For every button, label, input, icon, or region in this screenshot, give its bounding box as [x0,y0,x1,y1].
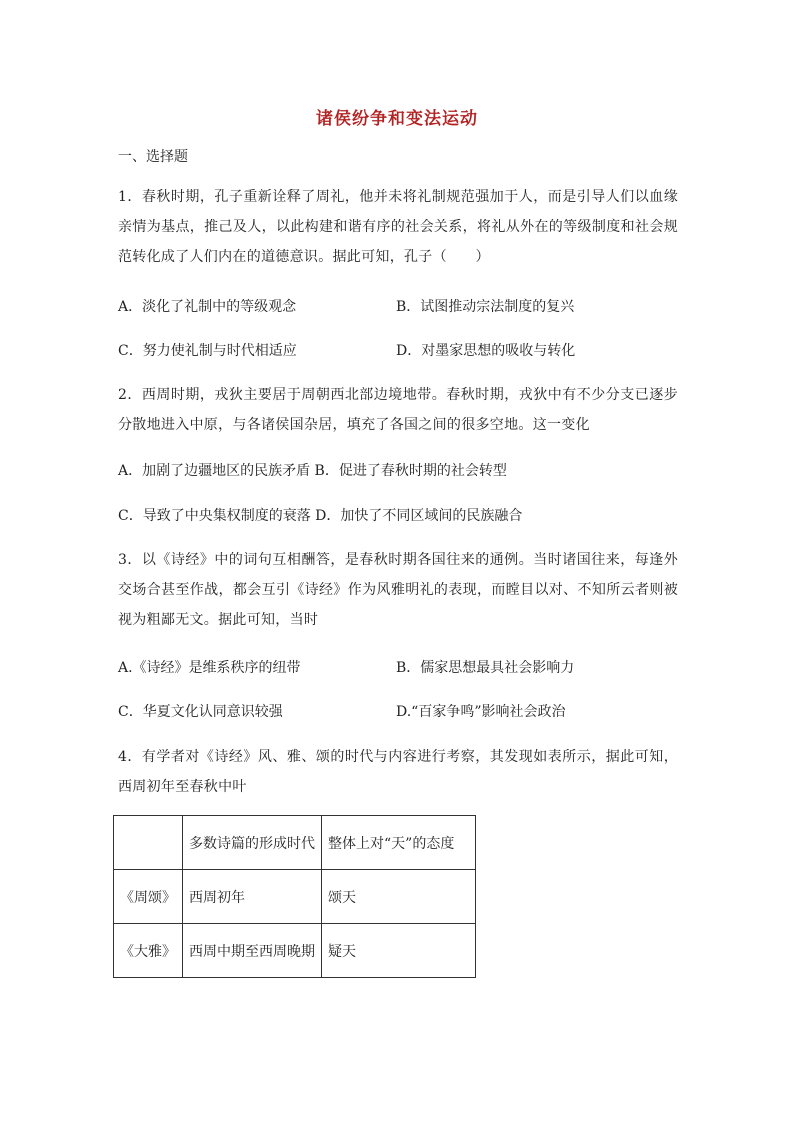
question-3-option-d: D.“百家争鸣”影响社会政治 [396,704,566,720]
table-cell: 疑天 [322,924,476,978]
question-3-option-b: B．儒家思想最具社会影响力 [396,660,575,676]
table-cell: 西周初年 [183,870,322,924]
table-cell [114,816,183,870]
question-1-option-b: B．试图推动宗法制度的复兴 [396,299,575,315]
table-header-row [114,816,476,870]
question-2-option-ab: A．加剧了边疆地区的民族矛盾 B．促进了春秋时期的社会转型 [118,463,507,479]
section-heading: 一、选择题 [118,149,188,165]
table-row [114,924,476,978]
page-title: 诸侯纷争和变法运动 [316,109,478,129]
question-1-option-d: D．对墨家思想的吸收与转化 [396,343,576,359]
table-cell: 《周颂》 [114,870,183,924]
table-row [114,870,476,924]
question-4-table [113,815,476,978]
question-1-option-c: C．努力使礼制与时代相适应 [118,343,297,359]
table-cell: 西周中期至西周晚期 [183,924,322,978]
question-4-stem: 4．有学者对《诗经》风、雅、颂的时代与内容进行考察，其发现如表所示，据此可知，西周初年至春秋中叶 [118,749,678,795]
question-1-option-a: A．淡化了礼制中的等级观念 [118,299,297,315]
question-3-option-c: C．华夏文化认同意识较强 [118,704,283,720]
question-3-option-a: A.《诗经》是维系秩序的纽带 [118,660,301,676]
table-header-cell: 多数诗篇的形成时代 [183,816,322,870]
table-header-cell: 整体上对“天”的态度 [322,816,476,870]
question-2-stem: 2．西周时期，戎狄主要居于周朝西北部边境地带。春秋时期，戎狄中有不少分支已逐步分散地进入中原，与各诸侯国杂居，填充了各国之间的很多空地。这一变化 [118,387,678,433]
question-3-stem: 3．以《诗经》中的词句互相酬答，是春秋时期各国往来的通例。当时诸国往来，每逢外交场合甚至作战，都会互引《诗经》作为风雅明礼的表现，而瞠目以对、不知所云者则被视为粗鄙无文。据此可知，当时 [118,552,678,628]
question-1-stem: 1．春秋时期，孔子重新诠释了周礼，他并未将礼制规范强加于人，而是引导人们以血缘亲情为基点，推己及人，以此构建和谐有序的社会关系，将礼从外在的等级制度和社会规范转化成了人们内在的道德意识。据此可知，孔子（ ） [118,189,678,265]
table-cell: 《大雅》 [114,924,183,978]
question-2-option-cd: C．导致了中央集权制度的衰落 D．加快了不同区域间的民族融合 [118,508,523,524]
table-cell: 颂天 [322,870,476,924]
